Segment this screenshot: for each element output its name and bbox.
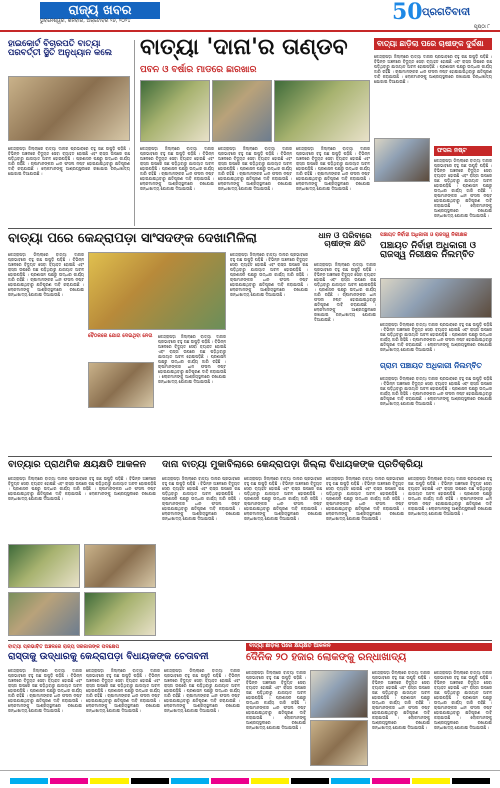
story-9-body-2: କେନ୍ଦ୍ରାପଡ଼ା ଜିଲ୍ଲାରେ ବାତ୍ୟା ଦାନାର ପ୍ରଭାବରେ ବହୁ ଗଛ ଉପୁଡ଼ି ପଡ଼ିଛି । ବିଭିନ୍ନ ଅଞ୍ଚଳରେ ବିଦ୍ୟୁତ ସେବା ବ୍ୟାହତ ହୋଇଛି ଏବଂ ରାସ୍ତା ଉପରେ ଗଛ ପଡ଼ିଥିବାରୁ ଯାତାୟାତ ଅଚଳ ହୋଇପଡ଼ିଛି । ପ୍ରଶାସନ ପକ୍ଷରୁ ଉଦ୍ଧାର କାର୍ଯ୍ୟ ଜାରି ରହିଛି । ଚାଷୀମାନଙ୍କର ଧାନ ଫସଲ ନଷ୍ଟ ହୋଇଯାଇଥିବାରୁ କ୍ଷତିପୂରଣ ଦାବି କରାଯାଉଛି । ଲୋକମାନଙ୍କୁ ଆଶ୍ରୟସ୍ଥଳୀରେ ରଖାଯାଇ ରନ୍ଧାଖାଦ୍ୟ ଯୋଗାଇ ଦିଆଯାଉଛି । xyxy=(86,668,160,713)
story-2-subhead: ପବନ ଓ ବର୍ଷାର ମାଡରେ ଛାରଖାର xyxy=(140,65,257,75)
story-9-body-1: କେନ୍ଦ୍ରାପଡ଼ା ଜିଲ୍ଲାରେ ବାତ୍ୟା ଦାନାର ପ୍ରଭାବରେ ବହୁ ଗଛ ଉପୁଡ଼ି ପଡ଼ିଛି । ବିଭିନ୍ନ ଅଞ୍ଚଳରେ ବିଦ୍ୟୁତ ସେବା ବ୍ୟାହତ ହୋଇଛି ଏବଂ ରାସ୍ତା ଉପରେ ଗଛ ପଡ଼ିଥିବାରୁ ଯାତାୟାତ ଅଚଳ ହୋଇପଡ଼ିଛି । ପ୍ରଶାସନ ପକ୍ଷରୁ ଉଦ୍ଧାର କାର୍ଯ୍ୟ ଜାରି ରହିଛି । ଚାଷୀମାନଙ୍କର ଧାନ ଫସଲ ନଷ୍ଟ ହୋଇଯାଇଥିବାରୁ କ୍ଷତିପୂରଣ ଦାବି କରାଯାଉଛି । ଲୋକମାନଙ୍କୁ ଆଶ୍ରୟସ୍ଥଳୀରେ ରଖାଯାଇ ରନ୍ଧାଖାଦ୍ୟ ଯୋଗାଇ ଦିଆଯାଉଛି । xyxy=(8,668,82,713)
dateline: ଭୁବନେଶ୍ୱର, ଶନିବାର, ଅକ୍ଟୋବର ୨୬, ୨୦୨୪ xyxy=(40,18,131,24)
logo-number: 50 xyxy=(392,0,423,25)
masthead xyxy=(0,0,500,32)
section-divider-3 xyxy=(8,640,492,641)
story-7-photo-4 xyxy=(84,592,156,636)
story-4-photo-2 xyxy=(88,362,154,408)
story-3-body-2: କେନ୍ଦ୍ରାପଡ଼ା ଜିଲ୍ଲାରେ ବାତ୍ୟା ଦାନାର ପ୍ରଭାବରେ ବହୁ ଗଛ ଉପୁଡ଼ି ପଡ଼ିଛି । ବିଭିନ୍ନ ଅଞ୍ଚଳରେ ବିଦ୍ୟୁତ ସେବା ବ୍ୟାହତ ହୋଇଛି ଏବଂ ରାସ୍ତା ଉପରେ ଗଛ ପଡ଼ିଥିବାରୁ ଯାତାୟାତ ଅଚଳ ହୋଇପଡ଼ିଛି । ପ୍ରଶାସନ ପକ୍ଷରୁ ଉଦ୍ଧାର କାର୍ଯ୍ୟ ଜାରି ରହିଛି । ଚାଷୀମାନଙ୍କର ଧାନ ଫସଲ ନଷ୍ଟ ହୋଇଯାଇଥିବାରୁ କ୍ଷତିପୂରଣ ଦାବି କରାଯାଉଛି । ଲୋକମାନଙ୍କୁ ଆଶ୍ରୟସ୍ଥଳୀରେ ରଖାଯାଇ ରନ୍ଧାଖାଦ୍ୟ ଯୋଗାଇ ଦିଆଯାଉଛି । xyxy=(434,158,492,218)
story-1-headline: ହାଇକୋର୍ଟ ବିଚାରପତି ବାତ୍ୟା ପରବର୍ତ୍ତୀ ସ୍ଥିତି ଅନୁଧ୍ୟାନ କଲେ xyxy=(8,39,112,58)
story-8-body-2: କେନ୍ଦ୍ରାପଡ଼ା ଜିଲ୍ଲାରେ ବାତ୍ୟା ଦାନାର ପ୍ରଭାବରେ ବହୁ ଗଛ ଉପୁଡ଼ି ପଡ଼ିଛି । ବିଭିନ୍ନ ଅଞ୍ଚଳରେ ବିଦ୍ୟୁତ ସେବା ବ୍ୟାହତ ହୋଇଛି ଏବଂ ରାସ୍ତା ଉପରେ ଗଛ ପଡ଼ିଥିବାରୁ ଯାତାୟାତ ଅଚଳ ହୋଇପଡ଼ିଛି । ପ୍ରଶାସନ ପକ୍ଷରୁ ଉଦ୍ଧାର କାର୍ଯ୍ୟ ଜାରି ରହିଛି । ଚାଷୀମାନଙ୍କର ଧାନ ଫସଲ ନଷ୍ଟ ହୋଇଯାଇଥିବାରୁ କ୍ଷତିପୂରଣ ଦାବି କରାଯାଉଛି । ଲୋକମାନଙ୍କୁ ଆଶ୍ରୟସ୍ଥଳୀରେ ରଖାଯାଇ ରନ୍ଧାଖାଦ୍ୟ ଯୋଗାଇ ଦିଆଯାଉଛି । xyxy=(244,476,322,521)
story-3-badge: ଫସଲ ନଷ୍ଟ xyxy=(434,146,492,156)
story-3-headline: ବାତ୍ୟା ଛାଡ଼ିଲା ପରେ ଚାଷୀଙ୍କ ଦୁର୍ଦ୍ଦଶା xyxy=(374,38,492,50)
print-registration-marks xyxy=(10,778,490,784)
story-2-body-2: କେନ୍ଦ୍ରାପଡ଼ା ଜିଲ୍ଲାରେ ବାତ୍ୟା ଦାନାର ପ୍ରଭାବରେ ବହୁ ଗଛ ଉପୁଡ଼ି ପଡ଼ିଛି । ବିଭିନ୍ନ ଅଞ୍ଚଳରେ ବିଦ୍ୟୁତ ସେବା ବ୍ୟାହତ ହୋଇଛି ଏବଂ ରାସ୍ତା ଉପରେ ଗଛ ପଡ଼ିଥିବାରୁ ଯାତାୟାତ ଅଚଳ ହୋଇପଡ଼ିଛି । ପ୍ରଶାସନ ପକ୍ଷରୁ ଉଦ୍ଧାର କାର୍ଯ୍ୟ ଜାରି ରହିଛି । ଚାଷୀମାନଙ୍କର ଧାନ ଫସଲ ନଷ୍ଟ ହୋଇଯାଇଥିବାରୁ କ୍ଷତିପୂରଣ ଦାବି କରାଯାଉଛି । ଲୋକମାନଙ୍କୁ ଆଶ୍ରୟସ୍ଥଳୀରେ ରଖାଯାଇ ରନ୍ଧାଖାଦ୍ୟ ଯୋଗାଇ ଦିଆଯାଉଛି । xyxy=(218,146,292,191)
story-3-photo xyxy=(374,138,430,182)
story-7-photo-1 xyxy=(8,544,80,588)
story-4-headline: ବାତ୍ୟା ପରେ କେନ୍ଦ୍ରାପଡ଼ା ସାଂସଦଙ୍କ ଦେଖାମିଳିଲା xyxy=(8,231,257,246)
section-divider-2 xyxy=(8,456,492,457)
story-7-body: କେନ୍ଦ୍ରାପଡ଼ା ଜିଲ୍ଲାରେ ବାତ୍ୟା ଦାନାର ପ୍ରଭାବରେ ବହୁ ଗଛ ଉପୁଡ଼ି ପଡ଼ିଛି । ବିଭିନ୍ନ ଅଞ୍ଚଳରେ ବିଦ୍ୟୁତ ସେବା ବ୍ୟାହତ ହୋଇଛି ଏବଂ ରାସ୍ତା ଉପରେ ଗଛ ପଡ଼ିଥିବାରୁ ଯାତାୟାତ ଅଚଳ ହୋଇପଡ଼ିଛି । ପ୍ରଶାସନ ପକ୍ଷରୁ ଉଦ୍ଧାର କାର୍ଯ୍ୟ ଜାରି ରହିଛି । ଚାଷୀମାନଙ୍କର ଧାନ ଫସଲ ନଷ୍ଟ ହୋଇଯାଇଥିବାରୁ କ୍ଷତିପୂରଣ ଦାବି କରାଯାଉଛି । ଲୋକମାନଙ୍କୁ ଆଶ୍ରୟସ୍ଥଳୀରେ ରଖାଯାଇ ରନ୍ଧାଖାଦ୍ୟ ଯୋଗାଇ ଦିଆଯାଉଛି । xyxy=(8,476,156,501)
story-4-photo xyxy=(88,252,226,330)
story-2-headline: ବାତ୍ୟା 'ଦାନା'ର ତାଣ୍ଡବ xyxy=(140,35,348,60)
story-6-headline: ପଞ୍ଚାୟତ ନିର୍ବାହୀ ଅଧିକାରୀ ଓ ରାଜସ୍ୱ ନିରୀକ୍ଷକ ନିଲମ୍ବିତ xyxy=(380,241,476,261)
page-number: ପୃଷ୍ଠା ୮ xyxy=(473,24,490,30)
story-2-photo-3 xyxy=(274,80,370,142)
story-10-body-1: କେନ୍ଦ୍ରାପଡ଼ା ଜିଲ୍ଲାରେ ବାତ୍ୟା ଦାନାର ପ୍ରଭାବରେ ବହୁ ଗଛ ଉପୁଡ଼ି ପଡ଼ିଛି । ବିଭିନ୍ନ ଅଞ୍ଚଳରେ ବିଦ୍ୟୁତ ସେବା ବ୍ୟାହତ ହୋଇଛି ଏବଂ ରାସ୍ତା ଉପରେ ଗଛ ପଡ଼ିଥିବାରୁ ଯାତାୟାତ ଅଚଳ ହୋଇପଡ଼ିଛି । ପ୍ରଶାସନ ପକ୍ଷରୁ ଉଦ୍ଧାର କାର୍ଯ୍ୟ ଜାରି ରହିଛି । ଚାଷୀମାନଙ୍କର ଧାନ ଫସଲ ନଷ୍ଟ ହୋଇଯାଇଥିବାରୁ କ୍ଷତିପୂରଣ ଦାବି କରାଯାଉଛି । ଲୋକମାନଙ୍କୁ ଆଶ୍ରୟସ୍ଥଳୀରେ ରଖାଯାଇ ରନ୍ଧାଖାଦ୍ୟ ଯୋଗାଇ ଦିଆଯାଉଛି । xyxy=(246,670,306,730)
story-4-body-1: କେନ୍ଦ୍ରାପଡ଼ା ଜିଲ୍ଲାରେ ବାତ୍ୟା ଦାନାର ପ୍ରଭାବରେ ବହୁ ଗଛ ଉପୁଡ଼ି ପଡ଼ିଛି । ବିଭିନ୍ନ ଅଞ୍ଚଳରେ ବିଦ୍ୟୁତ ସେବା ବ୍ୟାହତ ହୋଇଛି ଏବଂ ରାସ୍ତା ଉପରେ ଗଛ ପଡ଼ିଥିବାରୁ ଯାତାୟାତ ଅଚଳ ହୋଇପଡ଼ିଛି । ପ୍ରଶାସନ ପକ୍ଷରୁ ଉଦ୍ଧାର କାର୍ଯ୍ୟ ଜାରି ରହିଛି । ଚାଷୀମାନଙ୍କର ଧାନ ଫସଲ ନଷ୍ଟ ହୋଇଯାଇଥିବାରୁ କ୍ଷତିପୂରଣ ଦାବି କରାଯାଉଛି । ଲୋକମାନଙ୍କୁ ଆଶ୍ରୟସ୍ଥଳୀରେ ରଖାଯାଇ ରନ୍ଧାଖାଦ୍ୟ ଯୋଗାଇ ଦିଆଯାଉଛି । xyxy=(8,252,84,297)
newspaper-logo xyxy=(392,1,490,25)
story-8-body-1: କେନ୍ଦ୍ରାପଡ଼ା ଜିଲ୍ଲାରେ ବାତ୍ୟା ଦାନାର ପ୍ରଭାବରେ ବହୁ ଗଛ ଉପୁଡ଼ି ପଡ଼ିଛି । ବିଭିନ୍ନ ଅଞ୍ଚଳରେ ବିଦ୍ୟୁତ ସେବା ବ୍ୟାହତ ହୋଇଛି ଏବଂ ରାସ୍ତା ଉପରେ ଗଛ ପଡ଼ିଥିବାରୁ ଯାତାୟାତ ଅଚଳ ହୋଇପଡ଼ିଛି । ପ୍ରଶାସନ ପକ୍ଷରୁ ଉଦ୍ଧାର କାର୍ଯ୍ୟ ଜାରି ରହିଛି । ଚାଷୀମାନଙ୍କର ଧାନ ଫସଲ ନଷ୍ଟ ହୋଇଯାଇଥିବାରୁ କ୍ଷତିପୂରଣ ଦାବି କରାଯାଉଛି । ଲୋକମାନଙ୍କୁ ଆଶ୍ରୟସ୍ଥଳୀରେ ରଖାଯାଇ ରନ୍ଧାଖାଦ୍ୟ ଯୋଗାଇ ଦିଆଯାଉଛି । xyxy=(162,476,240,521)
story-1-body: କେନ୍ଦ୍ରାପଡ଼ା ଜିଲ୍ଲାରେ ବାତ୍ୟା ଦାନାର ପ୍ରଭାବରେ ବହୁ ଗଛ ଉପୁଡ଼ି ପଡ଼ିଛି । ବିଭିନ୍ନ ଅଞ୍ଚଳରେ ବିଦ୍ୟୁତ ସେବା ବ୍ୟାହତ ହୋଇଛି ଏବଂ ରାସ୍ତା ଉପରେ ଗଛ ପଡ଼ିଥିବାରୁ ଯାତାୟାତ ଅଚଳ ହୋଇପଡ଼ିଛି । ପ୍ରଶାସନ ପକ୍ଷରୁ ଉଦ୍ଧାର କାର୍ଯ୍ୟ ଜାରି ରହିଛି । ଚାଷୀମାନଙ୍କର ଧାନ ଫସଲ ନଷ୍ଟ ହୋଇଯାଇଥିବାରୁ କ୍ଷତିପୂରଣ ଦାବି କରାଯାଉଛି । ଲୋକମାନଙ୍କୁ ଆଶ୍ରୟସ୍ଥଳୀରେ ରଖାଯାଇ ରନ୍ଧାଖାଦ୍ୟ ଯୋଗାଇ ଦିଆଯାଉଛି । xyxy=(8,146,130,176)
story-4-caption: ବୈଠକରେ ଯୋଗ ଦେଇଥିବା ନେତା xyxy=(88,333,153,339)
story-7-photo-2 xyxy=(84,544,156,588)
story-10-photo-1 xyxy=(310,670,368,718)
story-1-photo xyxy=(8,76,130,141)
story-6-kicker: ପଞ୍ଚାୟତ ନିର୍ବାହୀ ଅଧିକାରୀ ଓ ରାଜସ୍ୱ ନିରୀକ୍ଷକ xyxy=(380,232,468,238)
story-10-body-2: କେନ୍ଦ୍ରାପଡ଼ା ଜିଲ୍ଲାରେ ବାତ୍ୟା ଦାନାର ପ୍ରଭାବରେ ବହୁ ଗଛ ଉପୁଡ଼ି ପଡ଼ିଛି । ବିଭିନ୍ନ ଅଞ୍ଚଳରେ ବିଦ୍ୟୁତ ସେବା ବ୍ୟାହତ ହୋଇଛି ଏବଂ ରାସ୍ତା ଉପରେ ଗଛ ପଡ଼ିଥିବାରୁ ଯାତାୟାତ ଅଚଳ ହୋଇପଡ଼ିଛି । ପ୍ରଶାସନ ପକ୍ଷରୁ ଉଦ୍ଧାର କାର୍ଯ୍ୟ ଜାରି ରହିଛି । ଚାଷୀମାନଙ୍କର ଧାନ ଫସଲ ନଷ୍ଟ ହୋଇଯାଇଥିବାରୁ କ୍ଷତିପୂରଣ ଦାବି କରାଯାଉଛି । ଲୋକମାନଙ୍କୁ ଆଶ୍ରୟସ୍ଥଳୀରେ ରଖାଯାଇ ରନ୍ଧାଖାଦ୍ୟ ଯୋଗାଇ ଦିଆଯାଉଛି । xyxy=(372,670,430,730)
story-8-body-4: କେନ୍ଦ୍ରାପଡ଼ା ଜିଲ୍ଲାରେ ବାତ୍ୟା ଦାନାର ପ୍ରଭାବରେ ବହୁ ଗଛ ଉପୁଡ଼ି ପଡ଼ିଛି । ବିଭିନ୍ନ ଅଞ୍ଚଳରେ ବିଦ୍ୟୁତ ସେବା ବ୍ୟାହତ ହୋଇଛି ଏବଂ ରାସ୍ତା ଉପରେ ଗଛ ପଡ଼ିଥିବାରୁ ଯାତାୟାତ ଅଚଳ ହୋଇପଡ଼ିଛି । ପ୍ରଶାସନ ପକ୍ଷରୁ ଉଦ୍ଧାର କାର୍ଯ୍ୟ ଜାରି ରହିଛି । ଚାଷୀମାନଙ୍କର ଧାନ ଫସଲ ନଷ୍ଟ ହୋଇଯାଇଥିବାରୁ କ୍ଷତିପୂରଣ ଦାବି କରାଯାଉଛି । ଲୋକମାନଙ୍କୁ ଆଶ୍ରୟସ୍ଥଳୀରେ ରଖାଯାଇ ରନ୍ଧାଖାଦ୍ୟ ଯୋଗାଇ ଦିଆଯାଉଛି । xyxy=(408,476,492,516)
story-9-body-3: କେନ୍ଦ୍ରାପଡ଼ା ଜିଲ୍ଲାରେ ବାତ୍ୟା ଦାନାର ପ୍ରଭାବରେ ବହୁ ଗଛ ଉପୁଡ଼ି ପଡ଼ିଛି । ବିଭିନ୍ନ ଅଞ୍ଚଳରେ ବିଦ୍ୟୁତ ସେବା ବ୍ୟାହତ ହୋଇଛି ଏବଂ ରାସ୍ତା ଉପରେ ଗଛ ପଡ଼ିଥିବାରୁ ଯାତାୟାତ ଅଚଳ ହୋଇପଡ଼ିଛି । ପ୍ରଶାସନ ପକ୍ଷରୁ ଉଦ୍ଧାର କାର୍ଯ୍ୟ ଜାରି ରହିଛି । ଚାଷୀମାନଙ୍କର ଧାନ ଫସଲ ନଷ୍ଟ ହୋଇଯାଇଥିବାରୁ କ୍ଷତିପୂରଣ ଦାବି କରାଯାଉଛି । ଲୋକମାନଙ୍କୁ ଆଶ୍ରୟସ୍ଥଳୀରେ ରଖାଯାଇ ରନ୍ଧାଖାଦ୍ୟ ଯୋଗାଇ ଦିଆଯାଉଛି । xyxy=(164,668,240,713)
story-6-subhead: ଗ୍ରାମ ପଞ୍ଚାୟତ ଅଧିକାରୀ ନିଲମ୍ବିତ xyxy=(380,361,482,370)
story-9-kicker: ବାତ୍ୟା ପ୍ରଭାବିତ ଅଞ୍ଚଳରେ ରାଜ୍ୟ ସରକାରଙ୍କ ପଦକ୍ଷେପ xyxy=(8,644,120,650)
story-7-photo-3 xyxy=(8,592,80,636)
section-title: ରାଜ୍ୟ ଖବର xyxy=(40,2,160,19)
story-7-headline: ବାତ୍ୟାର ପ୍ରାଥମିକ କ୍ଷୟକ୍ଷତି ଆକଳନ xyxy=(8,459,147,470)
story-2-body-1: କେନ୍ଦ୍ରାପଡ଼ା ଜିଲ୍ଲାରେ ବାତ୍ୟା ଦାନାର ପ୍ରଭାବରେ ବହୁ ଗଛ ଉପୁଡ଼ି ପଡ଼ିଛି । ବିଭିନ୍ନ ଅଞ୍ଚଳରେ ବିଦ୍ୟୁତ ସେବା ବ୍ୟାହତ ହୋଇଛି ଏବଂ ରାସ୍ତା ଉପରେ ଗଛ ପଡ଼ିଥିବାରୁ ଯାତାୟାତ ଅଚଳ ହୋଇପଡ଼ିଛି । ପ୍ରଶାସନ ପକ୍ଷରୁ ଉଦ୍ଧାର କାର୍ଯ୍ୟ ଜାରି ରହିଛି । ଚାଷୀମାନଙ୍କର ଧାନ ଫସଲ ନଷ୍ଟ ହୋଇଯାଇଥିବାରୁ କ୍ଷତିପୂରଣ ଦାବି କରାଯାଉଛି । ଲୋକମାନଙ୍କୁ ଆଶ୍ରୟସ୍ଥଳୀରେ ରଖାଯାଇ ରନ୍ଧାଖାଦ୍ୟ ଯୋଗାଇ ଦିଆଯାଉଛି । xyxy=(140,146,214,191)
story-6-body-2: କେନ୍ଦ୍ରାପଡ଼ା ଜିଲ୍ଲାରେ ବାତ୍ୟା ଦାନାର ପ୍ରଭାବରେ ବହୁ ଗଛ ଉପୁଡ଼ି ପଡ଼ିଛି । ବିଭିନ୍ନ ଅଞ୍ଚଳରେ ବିଦ୍ୟୁତ ସେବା ବ୍ୟାହତ ହୋଇଛି ଏବଂ ରାସ୍ତା ଉପରେ ଗଛ ପଡ଼ିଥିବାରୁ ଯାତାୟାତ ଅଚଳ ହୋଇପଡ଼ିଛି । ପ୍ରଶାସନ ପକ୍ଷରୁ ଉଦ୍ଧାର କାର୍ଯ୍ୟ ଜାରି ରହିଛି । ଚାଷୀମାନଙ୍କର ଧାନ ଫସଲ ନଷ୍ଟ ହୋଇଯାଇଥିବାରୁ କ୍ଷତିପୂରଣ ଦାବି କରାଯାଉଛି । ଲୋକମାନଙ୍କୁ ଆଶ୍ରୟସ୍ଥଳୀରେ ରଖାଯାଇ ରନ୍ଧାଖାଦ୍ୟ ଯୋଗାଇ ଦିଆଯାଉଛି । xyxy=(380,376,492,406)
story-8-body-3: କେନ୍ଦ୍ରାପଡ଼ା ଜିଲ୍ଲାରେ ବାତ୍ୟା ଦାନାର ପ୍ରଭାବରେ ବହୁ ଗଛ ଉପୁଡ଼ି ପଡ଼ିଛି । ବିଭିନ୍ନ ଅଞ୍ଚଳରେ ବିଦ୍ୟୁତ ସେବା ବ୍ୟାହତ ହୋଇଛି ଏବଂ ରାସ୍ତା ଉପରେ ଗଛ ପଡ଼ିଥିବାରୁ ଯାତାୟାତ ଅଚଳ ହୋଇପଡ଼ିଛି । ପ୍ରଶାସନ ପକ୍ଷରୁ ଉଦ୍ଧାର କାର୍ଯ୍ୟ ଜାରି ରହିଛି । ଚାଷୀମାନଙ୍କର ଧାନ ଫସଲ ନଷ୍ଟ ହୋଇଯାଇଥିବାରୁ କ୍ଷତିପୂରଣ ଦାବି କରାଯାଉଛି । ଲୋକମାନଙ୍କୁ ଆଶ୍ରୟସ୍ଥଳୀରେ ରଖାଯାଇ ରନ୍ଧାଖାଦ୍ୟ ଯୋଗାଇ ଦିଆଯାଉଛି । xyxy=(326,476,404,521)
story-2-photo-2 xyxy=(212,80,272,142)
story-10-body-3: କେନ୍ଦ୍ରାପଡ଼ା ଜିଲ୍ଲାରେ ବାତ୍ୟା ଦାନାର ପ୍ରଭାବରେ ବହୁ ଗଛ ଉପୁଡ଼ି ପଡ଼ିଛି । ବିଭିନ୍ନ ଅଞ୍ଚଳରେ ବିଦ୍ୟୁତ ସେବା ବ୍ୟାହତ ହୋଇଛି ଏବଂ ରାସ୍ତା ଉପରେ ଗଛ ପଡ଼ିଥିବାରୁ ଯାତାୟାତ ଅଚଳ ହୋଇପଡ଼ିଛି । ପ୍ରଶାସନ ପକ୍ଷରୁ ଉଦ୍ଧାର କାର୍ଯ୍ୟ ଜାରି ରହିଛି । ଚାଷୀମାନଙ୍କର ଧାନ ଫସଲ ନଷ୍ଟ ହୋଇଯାଇଥିବାରୁ କ୍ଷତିପୂରଣ ଦାବି କରାଯାଉଛି । ଲୋକମାନଙ୍କୁ ଆଶ୍ରୟସ୍ଥଳୀରେ ରଖାଯାଇ ରନ୍ଧାଖାଦ୍ୟ ଯୋଗାଇ ଦିଆଯାଉଛି । xyxy=(434,670,492,730)
story-6-body-1: କେନ୍ଦ୍ରାପଡ଼ା ଜିଲ୍ଲାରେ ବାତ୍ୟା ଦାନାର ପ୍ରଭାବରେ ବହୁ ଗଛ ଉପୁଡ଼ି ପଡ଼ିଛି । ବିଭିନ୍ନ ଅଞ୍ଚଳରେ ବିଦ୍ୟୁତ ସେବା ବ୍ୟାହତ ହୋଇଛି ଏବଂ ରାସ୍ତା ଉପରେ ଗଛ ପଡ଼ିଥିବାରୁ ଯାତାୟାତ ଅଚଳ ହୋଇପଡ଼ିଛି । ପ୍ରଶାସନ ପକ୍ଷରୁ ଉଦ୍ଧାର କାର୍ଯ୍ୟ ଜାରି ରହିଛି । ଚାଷୀମାନଙ୍କର ଧାନ ଫସଲ ନଷ୍ଟ ହୋଇଯାଇଥିବାରୁ କ୍ଷତିପୂରଣ ଦାବି କରାଯାଉଛି । ଲୋକମାନଙ୍କୁ ଆଶ୍ରୟସ୍ଥଳୀରେ ରଖାଯାଇ ରନ୍ଧାଖାଦ୍ୟ ଯୋଗାଇ ଦିଆଯାଉଛି । xyxy=(380,322,492,352)
story-5-headline: ଧାନ ଓ ପରିବାରେ ଚାଷୀଙ୍କ କ୍ଷତି xyxy=(318,231,372,249)
story-3-body-1: କେନ୍ଦ୍ରାପଡ଼ା ଜିଲ୍ଲାରେ ବାତ୍ୟା ଦାନାର ପ୍ରଭାବରେ ବହୁ ଗଛ ଉପୁଡ଼ି ପଡ଼ିଛି । ବିଭିନ୍ନ ଅଞ୍ଚଳରେ ବିଦ୍ୟୁତ ସେବା ବ୍ୟାହତ ହୋଇଛି ଏବଂ ରାସ୍ତା ଉପରେ ଗଛ ପଡ଼ିଥିବାରୁ ଯାତାୟାତ ଅଚଳ ହୋଇପଡ଼ିଛି । ପ୍ରଶାସନ ପକ୍ଷରୁ ଉଦ୍ଧାର କାର୍ଯ୍ୟ ଜାରି ରହିଛି । ଚାଷୀମାନଙ୍କର ଧାନ ଫସଲ ନଷ୍ଟ ହୋଇଯାଇଥିବାରୁ କ୍ଷତିପୂରଣ ଦାବି କରାଯାଉଛି । ଲୋକମାନଙ୍କୁ ଆଶ୍ରୟସ୍ଥଳୀରେ ରଖାଯାଇ ରନ୍ଧାଖାଦ୍ୟ ଯୋଗାଇ ଦିଆଯାଉଛି । xyxy=(374,54,492,84)
story-4-body-3: କେନ୍ଦ୍ରାପଡ଼ା ଜିଲ୍ଲାରେ ବାତ୍ୟା ଦାନାର ପ୍ରଭାବରେ ବହୁ ଗଛ ଉପୁଡ଼ି ପଡ଼ିଛି । ବିଭିନ୍ନ ଅଞ୍ଚଳରେ ବିଦ୍ୟୁତ ସେବା ବ୍ୟାହତ ହୋଇଛି ଏବଂ ରାସ୍ତା ଉପରେ ଗଛ ପଡ଼ିଥିବାରୁ ଯାତାୟାତ ଅଚଳ ହୋଇପଡ଼ିଛି । ପ୍ରଶାସନ ପକ୍ଷରୁ ଉଦ୍ଧାର କାର୍ଯ୍ୟ ଜାରି ରହିଛି । ଚାଷୀମାନଙ୍କର ଧାନ ଫସଲ ନଷ୍ଟ ହୋଇଯାଇଥିବାରୁ କ୍ଷତିପୂରଣ ଦାବି କରାଯାଉଛି । ଲୋକମାନଙ୍କୁ ଆଶ୍ରୟସ୍ଥଳୀରେ ରଖାଯାଇ ରନ୍ଧାଖାଦ୍ୟ ଯୋଗାଇ ଦିଆଯାଉଛି । xyxy=(230,252,308,297)
story-6-photo xyxy=(380,278,492,318)
story-8-headline: ଦାନା ବାତ୍ୟା ମୁକାବିଲାରେ କେନ୍ଦ୍ରାପଡ଼ା ଜିଲ୍ଲା ବିଧାୟକଙ୍କ ପ୍ରତିକ୍ରିୟା xyxy=(162,459,423,470)
column-divider xyxy=(134,40,135,226)
story-9-headline: ରାସ୍ତାକୁ ଉଦ୍ଧାରକୁ କେନ୍ଦ୍ରାପଡ଼ା ବିଧାୟକଙ୍କ ଚେତାବନୀ xyxy=(8,651,209,662)
story-10-photo-2 xyxy=(310,720,368,766)
logo-brand: ପ୍ରଗତିବାଦୀ xyxy=(422,7,471,18)
story-10-kicker: ବାତ୍ୟା ଛାଡ଼ିଲା ପରେ କ୍ଷୟକ୍ଷତି ଆକଳନ xyxy=(246,643,492,651)
story-4-body-2: କେନ୍ଦ୍ରାପଡ଼ା ଜିଲ୍ଲାରେ ବାତ୍ୟା ଦାନାର ପ୍ରଭାବରେ ବହୁ ଗଛ ଉପୁଡ଼ି ପଡ଼ିଛି । ବିଭିନ୍ନ ଅଞ୍ଚଳରେ ବିଦ୍ୟୁତ ସେବା ବ୍ୟାହତ ହୋଇଛି ଏବଂ ରାସ୍ତା ଉପରେ ଗଛ ପଡ଼ିଥିବାରୁ ଯାତାୟାତ ଅଚଳ ହୋଇପଡ଼ିଛି । ପ୍ରଶାସନ ପକ୍ଷରୁ ଉଦ୍ଧାର କାର୍ଯ୍ୟ ଜାରି ରହିଛି । ଚାଷୀମାନଙ୍କର ଧାନ ଫସଲ ନଷ୍ଟ ହୋଇଯାଇଥିବାରୁ କ୍ଷତିପୂରଣ ଦାବି କରାଯାଉଛି । ଲୋକମାନଙ୍କୁ ଆଶ୍ରୟସ୍ଥଳୀରେ ରଖାଯାଇ ରନ୍ଧାଖାଦ୍ୟ ଯୋଗାଇ ଦିଆଯାଉଛି । xyxy=(158,334,226,384)
story-5-body: କେନ୍ଦ୍ରାପଡ଼ା ଜିଲ୍ଲାରେ ବାତ୍ୟା ଦାନାର ପ୍ରଭାବରେ ବହୁ ଗଛ ଉପୁଡ଼ି ପଡ଼ିଛି । ବିଭିନ୍ନ ଅଞ୍ଚଳରେ ବିଦ୍ୟୁତ ସେବା ବ୍ୟାହତ ହୋଇଛି ଏବଂ ରାସ୍ତା ଉପରେ ଗଛ ପଡ଼ିଥିବାରୁ ଯାତାୟାତ ଅଚଳ ହୋଇପଡ଼ିଛି । ପ୍ରଶାସନ ପକ୍ଷରୁ ଉଦ୍ଧାର କାର୍ଯ୍ୟ ଜାରି ରହିଛି । ଚାଷୀମାନଙ୍କର ଧାନ ଫସଲ ନଷ୍ଟ ହୋଇଯାଇଥିବାରୁ କ୍ଷତିପୂରଣ ଦାବି କରାଯାଉଛି । ଲୋକମାନଙ୍କୁ ଆଶ୍ରୟସ୍ଥଳୀରେ ରଖାଯାଇ ରନ୍ଧାଖାଦ୍ୟ ଯୋଗାଇ ଦିଆଯାଉଛି । xyxy=(314,262,376,322)
story-2-body-3: କେନ୍ଦ୍ରାପଡ଼ା ଜିଲ୍ଲାରେ ବାତ୍ୟା ଦାନାର ପ୍ରଭାବରେ ବହୁ ଗଛ ଉପୁଡ଼ି ପଡ଼ିଛି । ବିଭିନ୍ନ ଅଞ୍ଚଳରେ ବିଦ୍ୟୁତ ସେବା ବ୍ୟାହତ ହୋଇଛି ଏବଂ ରାସ୍ତା ଉପରେ ଗଛ ପଡ଼ିଥିବାରୁ ଯାତାୟାତ ଅଚଳ ହୋଇପଡ଼ିଛି । ପ୍ରଶାସନ ପକ୍ଷରୁ ଉଦ୍ଧାର କାର୍ଯ୍ୟ ଜାରି ରହିଛି । ଚାଷୀମାନଙ୍କର ଧାନ ଫସଲ ନଷ୍ଟ ହୋଇଯାଇଥିବାରୁ କ୍ଷତିପୂରଣ ଦାବି କରାଯାଉଛି । ଲୋକମାନଙ୍କୁ ଆଶ୍ରୟସ୍ଥଳୀରେ ରଖାଯାଇ ରନ୍ଧାଖାଦ୍ୟ ଯୋଗାଇ ଦିଆଯାଉଛି । xyxy=(296,146,370,191)
story-2-photo-1 xyxy=(140,80,210,142)
section-divider xyxy=(8,228,492,229)
story-10-headline: ଦୈନିକ ୨୦ ହଜାର ଲୋକଙ୍କୁ ରନ୍ଧାଖାଦ୍ୟ xyxy=(246,652,407,663)
